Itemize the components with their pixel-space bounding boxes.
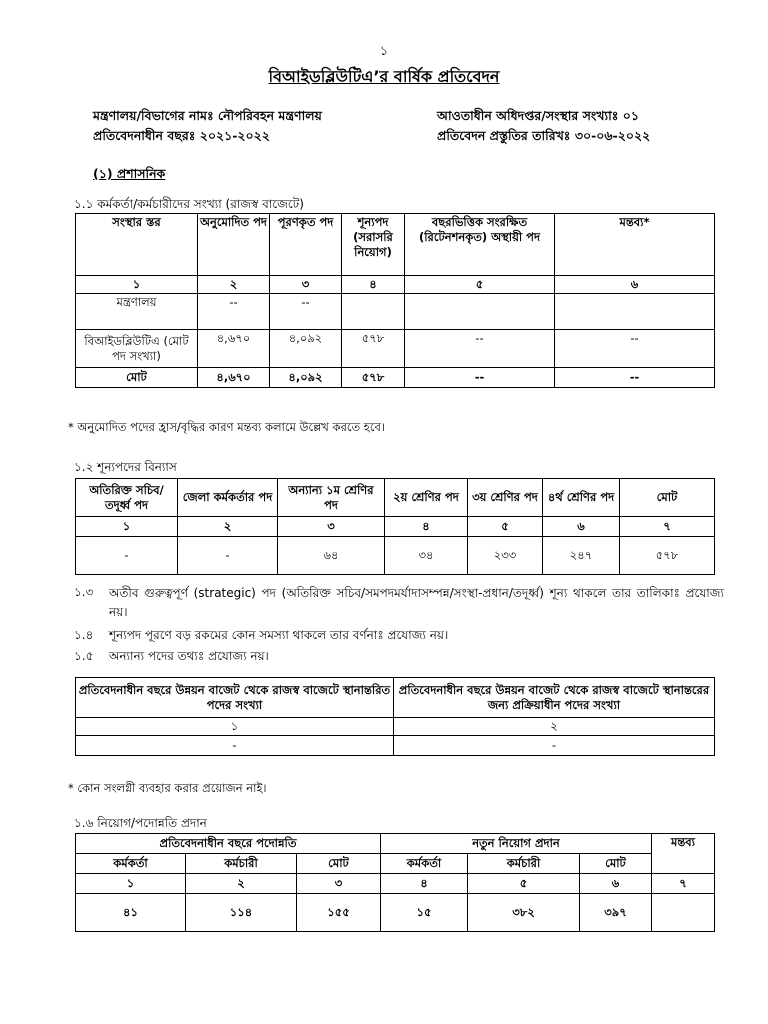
footnote-no-annex: * কোন সংলগ্নী ব্যবহার করার প্রয়োজন নাই। (68, 781, 267, 795)
group-header-row (76, 834, 715, 854)
total-row (76, 368, 715, 388)
header-cell: কর্মচারী (468, 854, 580, 874)
header-cell: প্রতিবেদনাধীন বছরে উন্নয়ন বাজেট থেকে রাজস্ব বাজেটে স্থানান্তরের জন্য প্রক্রিয়াধীন পদের সংখ্যা (394, 678, 715, 718)
column-number-row (76, 517, 715, 537)
section-1-3-text: অতীব গুরুত্বপূর্ণ (strategic) পদ (অতিরিক্ত সচিব/সমপদমর্যাদাসম্পন্ন/সংস্থা-প্রধান/তদূর্ধ্ব) শূন্য থাকলে তার তালিকাঃ প্রযোজ্য নয়। (109, 586, 724, 619)
table-header-row (76, 479, 715, 517)
table-cell: ১১৪ (186, 894, 297, 932)
section-1-6-heading: ১.৬ নিয়োগ/পদোন্নতি প্রদান (74, 816, 207, 830)
ministry-name: মন্ত্রণালয়/বিভাগের নামঃ নৌপরিবহন মন্ত্রণালয় (93, 108, 322, 123)
column-number: ৫ (405, 276, 555, 294)
header-cell: ৩য় শ্রেণির পদ (468, 479, 543, 517)
section-1-4-number: ১.৪ (74, 628, 94, 642)
section-1-2-heading: ১.২ শূন্যপদের বিন্যাস (74, 460, 177, 474)
column-number: ১ (76, 276, 198, 294)
table-cell: ১৫৫ (297, 894, 381, 932)
column-number: ৩ (270, 276, 342, 294)
table-cell (342, 294, 405, 330)
column-number: ২ (178, 517, 278, 537)
column-number: ৩ (278, 517, 385, 537)
table-cell: ৩৮২ (468, 894, 580, 932)
header-cell: মোট (620, 479, 715, 517)
table-cell: - (394, 736, 715, 756)
preparation-date: প্রতিবেদন প্রস্তুতির তারিখঃ ৩০-০৬-২০২২ (437, 128, 651, 143)
column-number: ৭ (620, 517, 715, 537)
total-cell: ৫৭৮ (342, 368, 405, 388)
header-cell: কর্মকর্তা (76, 854, 186, 874)
table-cell: ৪,০৯২ (270, 330, 342, 368)
header-cell: সংস্থার স্তর (76, 214, 198, 276)
table-cell: -- (270, 294, 342, 330)
header-cell: বছরভিত্তিক সংরক্ষিত (রিটেনশনকৃত) অস্থায়ী পদ (405, 214, 555, 276)
section-1-4-text: শূন্যপদ পূরণে বড় রকমের কোন সমস্যা থাকলে তার বর্ণনাঃ প্রযোজ্য নয়। (109, 628, 449, 642)
section-administrative: (১) প্রশাসনিক (93, 166, 166, 181)
vacancy-distribution-table (75, 478, 715, 575)
column-number: ৭ (652, 874, 715, 894)
column-number: ৬ (580, 874, 652, 894)
table-cell: ২৪৭ (543, 537, 620, 575)
table-row (76, 330, 715, 368)
total-cell: মোট (76, 368, 198, 388)
header-cell: ২য় শ্রেণির পদ (385, 479, 468, 517)
header-cell: অতিরিক্ত সচিব/তদূর্ধ্ব পদ (76, 479, 178, 517)
table-cell: মন্ত্রণালয় (76, 294, 198, 330)
column-number: ৫ (468, 517, 543, 537)
column-number: ৪ (385, 517, 468, 537)
table-cell (652, 894, 715, 932)
table-cell: - (76, 736, 394, 756)
table-cell: - (76, 537, 178, 575)
table-header-row (76, 214, 715, 276)
staff-count-table (75, 213, 715, 388)
header-cell: কর্মচারী (186, 854, 297, 874)
column-number: ৫ (468, 874, 580, 894)
section-1-5-text: অন্যান্য পদের তথ্যঃ প্রযোজ্য নয়। (109, 649, 269, 663)
report-year: প্রতিবেদনাধীন বছরঃ ২০২১-২০২২ (93, 128, 270, 143)
table-cell: ৫৭৮ (342, 330, 405, 368)
column-number: ২ (198, 276, 270, 294)
total-cell: ৪,০৯২ (270, 368, 342, 388)
table-cell: ৩৯৭ (580, 894, 652, 932)
table-row (76, 736, 715, 756)
table-cell: -- (555, 330, 715, 368)
table-cell: ৩৪ (385, 537, 468, 575)
column-number: ৬ (555, 276, 715, 294)
table-header-row (76, 854, 715, 874)
header-cell: মন্তব্য* (555, 214, 715, 276)
column-number: ৪ (342, 276, 405, 294)
column-number: ৩ (297, 874, 381, 894)
header-cell: ৪র্থ শ্রেণির পদ (543, 479, 620, 517)
table-cell: ২৩৩ (468, 537, 543, 575)
section-1-1-heading: ১.১ কর্মকর্তা/কর্মচারীদের সংখ্যা (রাজস্ব বাজেটে) (74, 197, 304, 211)
table-cell (405, 294, 555, 330)
header-cell: মোট (580, 854, 652, 874)
column-number: ৬ (543, 517, 620, 537)
table-cell: ৪,৬৭০ (198, 330, 270, 368)
table-cell: ১৫ (381, 894, 468, 932)
report-title (0, 64, 768, 91)
new-recruitment-group-header: নতুন নিয়োগ প্রদান (381, 834, 652, 854)
header-cell: শূন্যপদ (সরাসরি নিয়োগ) (342, 214, 405, 276)
column-number: ১ (76, 718, 394, 736)
table-cell: -- (198, 294, 270, 330)
footnote-approved-posts: * অনুমোদিত পদের হ্রাস/বৃদ্ধির কারণ মন্তব্য কলামে উল্লেখ করতে হবে। (68, 420, 385, 434)
header-cell: জেলা কর্মকর্তার পদ (178, 479, 278, 517)
table-cell: বিআইডব্লিউটিএ (মোট পদ সংখ্যা) (76, 330, 198, 368)
header-cell: পূরণকৃত পদ (270, 214, 342, 276)
column-number: ১ (76, 874, 186, 894)
column-number-row (76, 276, 715, 294)
table-cell: - (178, 537, 278, 575)
column-number: ১ (76, 517, 178, 537)
section-1-5-number: ১.৫ (74, 649, 94, 663)
table-cell: -- (405, 330, 555, 368)
recruitment-promotion-table (75, 833, 715, 932)
table-cell: ৬৪ (278, 537, 385, 575)
header-cell: প্রতিবেদনাধীন বছরে উন্নয়ন বাজেট থেকে রাজস্ব বাজেটে স্থানান্তরিত পদের সংখ্যা (76, 678, 394, 718)
header-cell: অন্যান্য ১ম শ্রেণির পদ (278, 479, 385, 517)
total-cell: -- (405, 368, 555, 388)
table-cell: ৫৭৮ (620, 537, 715, 575)
total-cell: ৪,৬৭০ (198, 368, 270, 388)
report-title-text: বিআইডব্লিউটিএ’র বার্ষিক প্রতিবেদন (268, 67, 500, 86)
column-number-row (76, 874, 715, 894)
table-row (76, 537, 715, 575)
column-number: ২ (394, 718, 715, 736)
table-cell (555, 294, 715, 330)
table-header-row (76, 678, 715, 718)
section-1-3-number: ১.৩ (74, 585, 94, 599)
header-cell: অনুমোদিত পদ (198, 214, 270, 276)
total-cell: -- (555, 368, 715, 388)
table-row (76, 894, 715, 932)
header-cell: মোট (297, 854, 381, 874)
table-cell: ৪১ (76, 894, 186, 932)
promotion-group-header: প্রতিবেদনাধীন বছরে পদোন্নতি (76, 834, 381, 854)
post-transfer-table (75, 677, 715, 756)
remark-header: মন্তব্য (652, 834, 715, 874)
page-number: ১ (379, 44, 389, 59)
subordinate-count: আওতাধীন অধিদপ্তর/সংস্থার সংখ্যাঃ ০১ (437, 108, 639, 123)
column-number: ৪ (381, 874, 468, 894)
table-row (76, 294, 715, 330)
column-number-row (76, 718, 715, 736)
column-number: ২ (186, 874, 297, 894)
header-cell: কর্মকর্তা (381, 854, 468, 874)
